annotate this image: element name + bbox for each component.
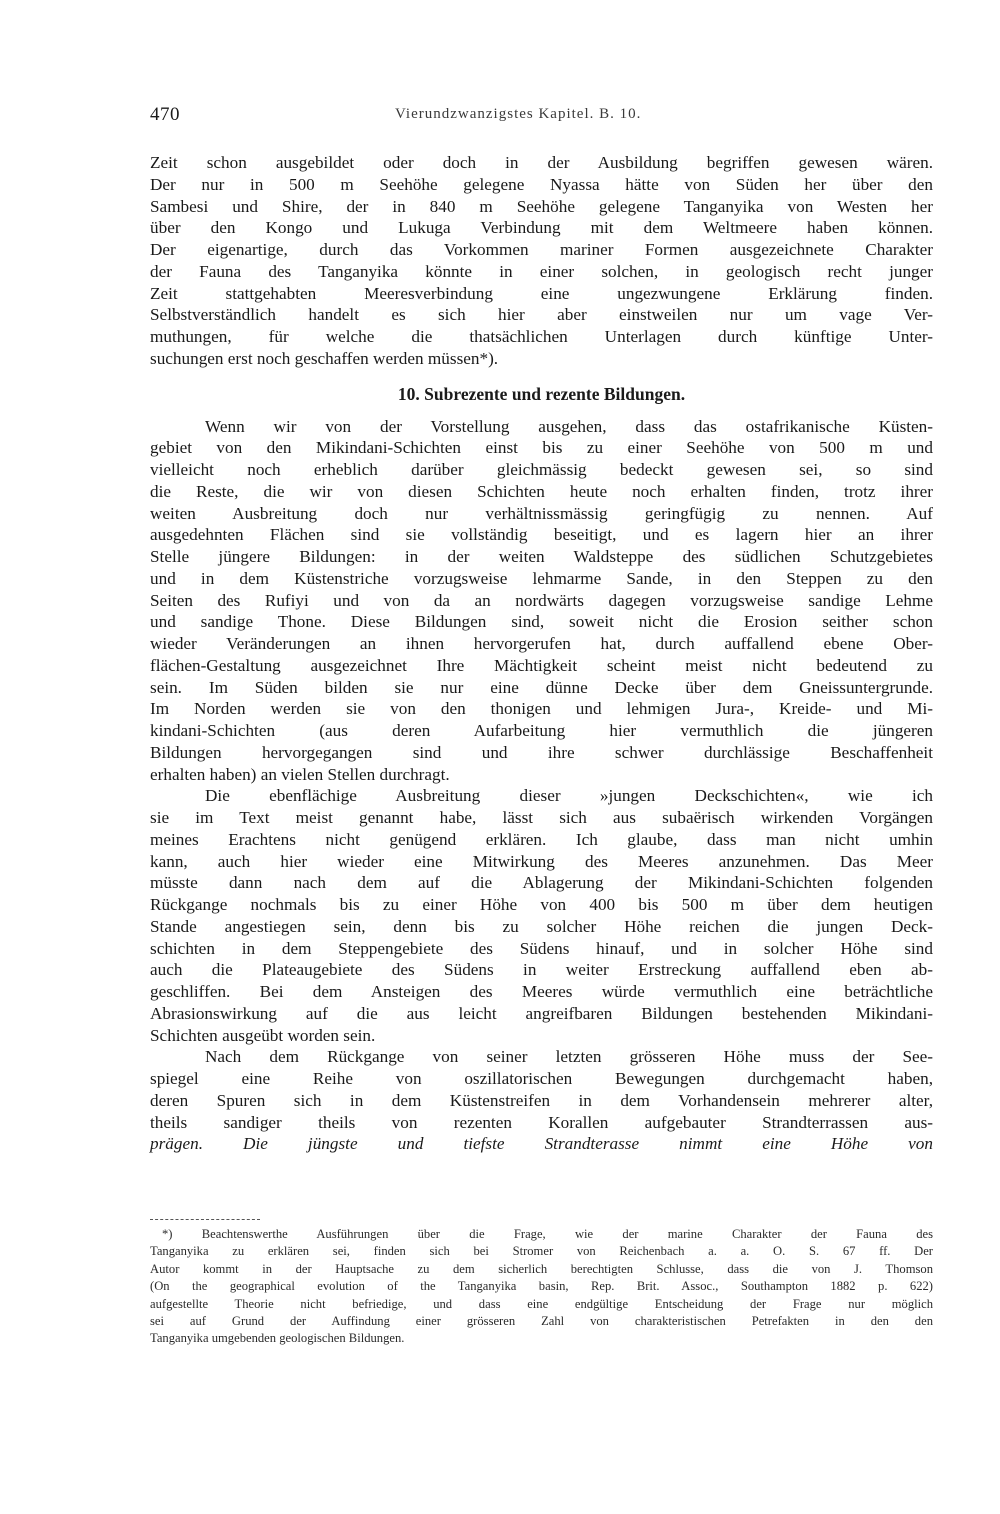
page-number: 470: [150, 104, 180, 125]
footnote-line: Tanganyika zu erklären sei, finden sich bei Stromer von Reichenbach a. a. O. S. 67 ff. Der: [150, 1244, 933, 1259]
text-line: theils sandiger theils von rezenten Korallen aufgebauter Strandterrassen aus-: [150, 1112, 933, 1132]
text-line: Wenn wir von der Vorstellung ausgehen, dass das ostafrikanische Küsten-: [205, 416, 933, 436]
text-line: die Reste, die wir von diesen Schichten heute noch erhalten finden, trotz ihrer: [150, 481, 933, 501]
text-line: vielleicht noch erheblich darüber gleichmässig bedeckt gewesen sei, so sind: [150, 460, 933, 479]
text-line: und sandige Thone. Diese Bildungen sind, soweit nicht die Erosion seither schon: [150, 612, 933, 632]
text-line: Selbstverständlich handelt es sich hier aber einstweilen nur um vage Ver-: [150, 305, 933, 325]
text-line: über den Kongo und Lukuga Verbindung mit dem Weltmeere haben können.: [150, 218, 933, 238]
text-line: ausgedehnten Flächen sind sie vollständig beseitigt, und es lagern hier an ihrer: [150, 525, 933, 545]
text-line: Stelle jüngere Bildungen: in der weiten Waldsteppe des südlichen Schutzgebietes: [150, 547, 933, 566]
footnote-line: aufgestellte Theorie nicht befriedige, und dass eine endgültige Entscheidung der Frage nur möglich: [150, 1296, 933, 1311]
text-line: Zeit stattgehabten Meeresverbindung eine ungezwungene Erklärung finden.: [150, 283, 933, 303]
text-line: und in dem Küstenstriche vorzugsweise lehmarme Sande, in den Steppen zu den: [150, 568, 933, 588]
text-line: sein. Im Süden bilden sie nur eine dünne Decke über dem Gneissuntergrunde.: [150, 677, 933, 697]
footnote-line: Tanganyika umgebenden geologischen Bildungen.: [150, 1331, 405, 1346]
text-line: auch die Plateaugebiete des Südens in weiter Erstreckung auffallend eben ab-: [150, 960, 933, 980]
text-line: suchungen erst noch geschaffen werden müssen*).: [150, 348, 499, 368]
text-line: Im Norden werden sie von den thonigen und lehmigen Jura-, Kreide- und Mi-: [150, 699, 933, 719]
text-line: Der nur in 500 m Seehöhe gelegene Nyassa hätte von Süden her über den: [150, 174, 933, 194]
text-line: weiten Ausbreitung doch nur verhältnissmässig geringfügig zu nennen. Auf: [150, 503, 933, 523]
text-line: geschliffen. Bei dem Ansteigen des Meeres würde vermuthlich eine beträchtliche: [150, 982, 933, 1001]
page-header: [150, 104, 930, 126]
text-line: deren Spuren sich in dem Küstenstreifen in dem Vorhandensein mehrerer alter,: [150, 1090, 933, 1110]
paragraph: [150, 416, 933, 786]
text-line: wieder Veränderungen an ihnen hervorgerufen hat, durch auffallend ebene Ober-: [150, 634, 933, 653]
text-line: prägen. Die jüngste und tiefste Strandterasse nimmt eine Höhe von: [150, 1134, 933, 1154]
text-line: Sambesi und Shire, der in 840 m Seehöhe gelegene Tanganyika von Westen her: [150, 196, 933, 216]
text-line: Die ebenflächige Ausbreitung dieser »jungen Deckschichten«, wie ich: [205, 786, 933, 806]
text-line: kann, auch hier wieder eine Mitwirkung des Meeres anzunehmen. Das Meer: [150, 851, 933, 871]
text-line: Seiten des Rufiyi und von da an nordwärts dagegen vorzugsweise sandige Lehme: [150, 590, 933, 610]
text-line: kindani-Schichten (aus deren Aufarbeitung hier vermuthlich die jüngeren: [150, 721, 933, 740]
body-text: [150, 152, 933, 1155]
text-line: muthungen, für welche die thatsächlichen Unterlagen durch künftige Unter-: [150, 327, 933, 346]
footnote-line: *) Beachtenswerthe Ausführungen über die Frage, wie der marine Charakter der Fauna des: [162, 1227, 933, 1241]
footnote-line: sei auf Grund der Auffindung einer grösseren Zahl von charakteristischen Petrefakten in den den: [150, 1313, 933, 1328]
section-heading: 10. Subrezente und rezente Bildungen.: [397, 383, 686, 404]
text-line: müsste dann nach dem auf die Ablagerung der Mikindani-Schichten folgenden: [150, 873, 933, 893]
text-line: meines Erachtens nicht genügend erklären. Ich glaube, dass man nicht umhin: [150, 829, 933, 849]
text-line: der Fauna des Tanganyika könnte in einer solchen, in geologisch recht junger: [150, 261, 933, 281]
paragraph: [150, 785, 933, 1046]
text-line: Rückgange nochmals bis zu einer Höhe von 400 bis 500 m über dem heutigen: [150, 895, 933, 914]
text-line: sie im Text meist genannt habe, lässt sich aus subaërisch wirkenden Vorgängen: [150, 808, 933, 827]
text-line: Nach dem Rückgange von seiner letzten grösseren Höhe muss der See-: [205, 1047, 933, 1067]
text-line: schichten in dem Steppengebiete des Südens hinauf, und in solcher Höhe sind: [150, 938, 933, 958]
text-line: Zeit schon ausgebildet oder doch in der Ausbildung begriffen gewesen wären.: [150, 153, 933, 172]
text-line: Bildungen hervorgegangen sind und ihre schwer durchlässige Beschaffenheit: [150, 742, 933, 762]
text-line: erhalten haben) an vielen Stellen durchragt.: [150, 764, 450, 784]
text-line: spiegel eine Reihe von oszillatorischen Bewegungen durchgemacht haben,: [150, 1069, 933, 1088]
text-line: Abrasionswirkung auf die aus leicht angreifbaren Bildungen bestehenden Mikindani-: [150, 1003, 933, 1023]
footnote-separator: [150, 1219, 260, 1220]
paragraph-continuation: [150, 152, 933, 370]
text-line: gebiet von den Mikindani-Schichten einst bis zu einer Seehöhe von 500 m und: [150, 438, 933, 458]
text-line: Stande angestiegen sein, denn bis zu solcher Höhe reichen die jungen Deck-: [150, 916, 933, 936]
text-line: Schichten ausgeübt worden sein.: [150, 1025, 376, 1045]
footnote-line: Autor kommt in der Hauptsache zu dem sicherlich berechtigten Schlusse, dass die von J. Thomson: [150, 1261, 933, 1276]
text-line: Der eigenartige, durch das Vorkommen mariner Formen ausgezeichnete Charakter: [150, 240, 933, 259]
footnote: [150, 1226, 933, 1348]
text-line: flächen-Gestaltung ausgezeichnet Ihre Mächtigkeit scheint meist nicht bedeutend zu: [150, 655, 933, 675]
footnote-line: (On the geographical evolution of the Tanganyika basin, Rep. Brit. Assoc., Southampton 1882 p. 622): [150, 1279, 933, 1294]
paragraph: [150, 1046, 933, 1155]
running-head: Vierundzwanzigstes Kapitel. B. 10.: [395, 106, 642, 122]
